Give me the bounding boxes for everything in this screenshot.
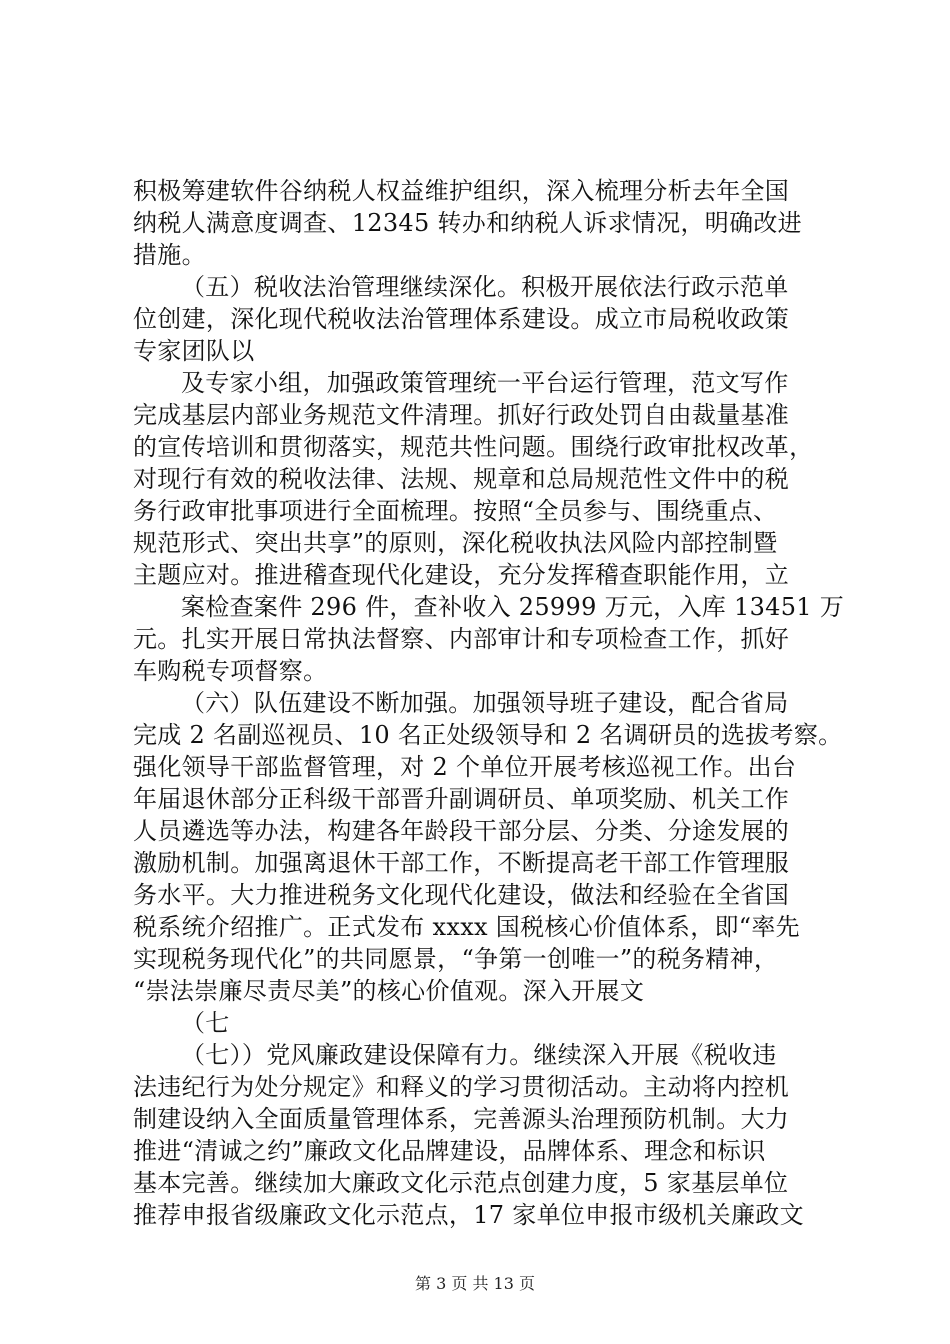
text-line: 强化领导干部监督管理，对 2 个单位开展考核巡视工作。出台 xyxy=(133,753,797,781)
text-line: 基本完善。继续加大廉政文化示范点创建力度，5 家基层单位 xyxy=(133,1169,789,1197)
text-line: 推进“清诚之约”廉政文化品牌建设，品牌体系、理念和标识 xyxy=(133,1137,766,1165)
text-line: 纳税人满意度调查、12345 转办和纳税人诉求情况，明确改进 xyxy=(133,209,802,237)
text-line: 规范形式、突出共享”的原则，深化税收执法风险内部控制暨 xyxy=(133,529,778,557)
text-line: 案检查案件 296 件，查补收入 25999 万元，入库 13451 万 xyxy=(181,593,845,621)
text-line: 及专家小组，加强政策管理统一平台运行管理，范文写作 xyxy=(181,369,789,397)
text-line: 位创建，深化现代税收法治管理体系建设。成立市局税收政策 xyxy=(133,305,790,333)
text-line: （七））党风廉政建设保障有力。继续深入开展《税收违 xyxy=(181,1041,777,1069)
text-line: 措施。 xyxy=(133,241,206,269)
text-line: （五）税收法治管理继续深化。积极开展依法行政示范单 xyxy=(181,273,789,301)
text-line: 的宣传培训和贯彻落实，规范共性问题。围绕行政审批权改革， xyxy=(133,433,814,461)
text-line: （七 xyxy=(181,1009,230,1037)
text-line: 主题应对。推进稽查现代化建设，充分发挥稽查职能作用，立 xyxy=(133,561,790,589)
text-line: 务行政审批事项进行全面梳理。按照“全员参与、围绕重点、 xyxy=(133,497,778,525)
text-line: 务水平。大力推进税务文化现代化建设，做法和经验在全省国 xyxy=(133,881,790,909)
text-line: 专家团队以 xyxy=(133,337,255,365)
text-line: （六）队伍建设不断加强。加强领导班子建设，配合省局 xyxy=(181,689,789,717)
text-line: 实现税务现代化”的共同愿景，“争第一创唯一”的税务精神， xyxy=(133,945,779,973)
text-line: 积极筹建软件谷纳税人权益维护组织，深入梳理分析去年全国 xyxy=(133,177,790,205)
text-line: 完成 2 名副巡视员、10 名正处级领导和 2 名调研员的选拔考察。 xyxy=(133,721,843,749)
text-line: 完成基层内部业务规范文件清理。抓好行政处罚自由裁量基准 xyxy=(133,401,790,429)
text-line: 制建设纳入全面质量管理体系，完善源头治理预防机制。大力 xyxy=(133,1105,790,1133)
page-number-footer: 第 3 页 共 13 页 xyxy=(415,1274,535,1293)
text-line: 元。扎实开展日常执法督察、内部审计和专项检查工作，抓好 xyxy=(133,625,790,653)
text-line: 法违纪行为处分规定》和释义的学习贯彻活动。主动将内控机 xyxy=(133,1073,790,1101)
text-line: “崇法崇廉尽责尽美”的核心价值观。深入开展文 xyxy=(133,977,645,1005)
text-line: 激励机制。加强离退休干部工作，不断提高老干部工作管理服 xyxy=(133,849,790,877)
text-line: 年届退休部分正科级干部晋升副调研员、单项奖励、机关工作 xyxy=(133,785,790,813)
text-line: 推荐申报省级廉政文化示范点，17 家单位申报市级机关廉政文 xyxy=(133,1201,804,1229)
text-line: 车购税专项督察。 xyxy=(133,657,328,685)
text-line: 税系统介绍推广。正式发布 xxxx 国税核心价值体系，即“率先 xyxy=(133,913,800,941)
text-line: 人员遴选等办法，构建各年龄段干部分层、分类、分途发展的 xyxy=(133,817,790,845)
text-line: 对现行有效的税收法律、法规、规章和总局规范性文件中的税 xyxy=(133,465,790,493)
